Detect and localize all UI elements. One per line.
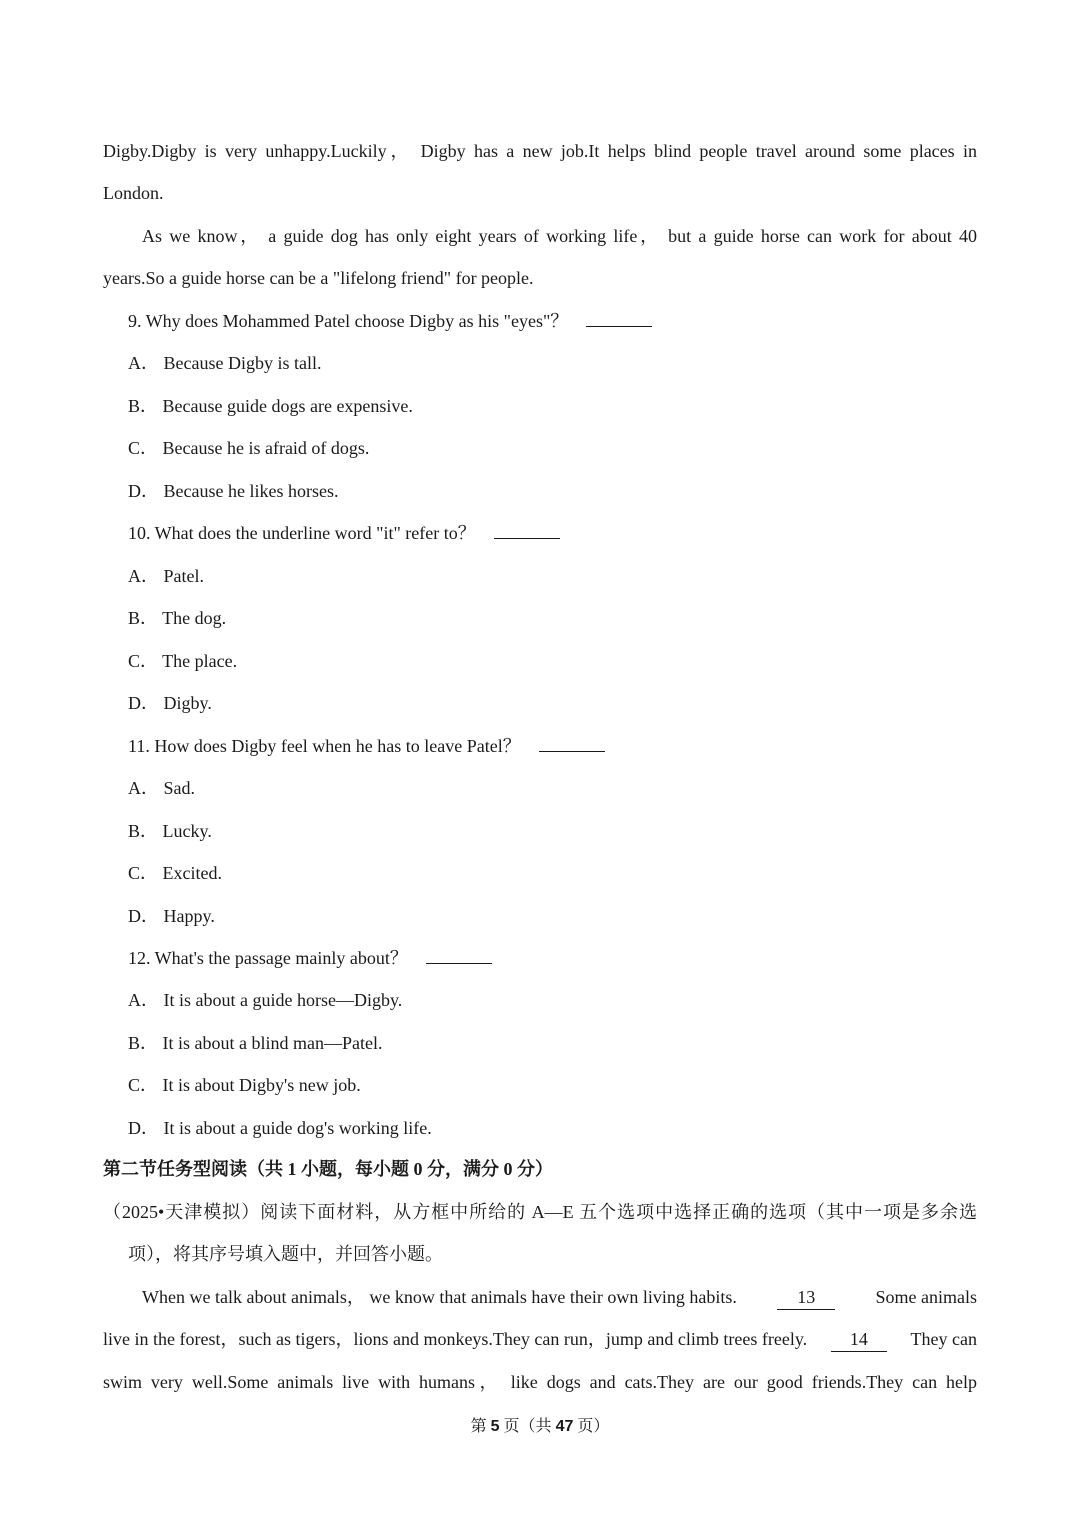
- question-stem: 9. Why does Mohammed Patel choose Digby as his "eyes"？: [128, 311, 569, 331]
- passage-line: London.: [103, 183, 164, 203]
- option-c: C． It is about Digby's new job.: [128, 1075, 361, 1095]
- option-a: A． It is about a guide horse—Digby.: [128, 990, 403, 1010]
- option-c: C． The place.: [128, 651, 238, 671]
- question-11: [128, 734, 605, 758]
- footer-text: 页）: [573, 1418, 610, 1435]
- question-count: 1: [287, 1159, 297, 1179]
- page-footer: [0, 1416, 1080, 1438]
- passage-line: [142, 1285, 977, 1310]
- answer-blank[interactable]: [539, 735, 605, 752]
- option-b: B． Because guide dogs are expensive.: [128, 396, 413, 416]
- passage-line: [103, 1327, 977, 1352]
- question-12: [128, 946, 492, 970]
- blank-13[interactable]: 13: [777, 1285, 835, 1310]
- answer-blank[interactable]: [426, 947, 492, 964]
- passage-line: swim very well.Some animals live with humans， like dogs and cats.They are our good friends.They can help: [103, 1372, 977, 1392]
- question-10: [128, 521, 560, 545]
- instruction-line: 项），将其序号填入题中，并回答小题。: [128, 1244, 443, 1264]
- option-d: D． It is about a guide dog's working life.: [128, 1118, 432, 1138]
- passage-line: Digby.Digby is very unhappy.Luckily， Digby has a new job.It helps blind people travel around some places in: [103, 141, 977, 161]
- option-b: B． Lucky.: [128, 821, 212, 841]
- option-a: A． Patel.: [128, 566, 204, 586]
- answer-blank[interactable]: [586, 310, 652, 327]
- option-d: D． Digby.: [128, 693, 212, 713]
- passage-text: Some animals: [875, 1287, 977, 1307]
- footer-text: 第: [470, 1418, 491, 1435]
- footer-text: 页（共: [499, 1418, 556, 1435]
- option-b: B． The dog.: [128, 608, 227, 628]
- option-b: B． It is about a blind man—Patel.: [128, 1033, 383, 1053]
- question-9: [128, 309, 652, 333]
- question-stem: 11. How does Digby feel when he has to leave Patel？: [128, 736, 521, 756]
- total-pages: 47: [555, 1418, 574, 1435]
- blank-14[interactable]: 14: [831, 1327, 887, 1352]
- section-title-text: 第二节任务型阅读（共: [103, 1159, 288, 1179]
- section-title-text: 分）: [512, 1159, 553, 1179]
- answer-blank[interactable]: [494, 522, 560, 539]
- option-a: A． Sad.: [128, 778, 195, 798]
- passage-line: As we know， a guide dog has only eight years of working life， but a guide horse can work for about 40: [142, 226, 977, 246]
- question-stem: 10. What does the underline word "it" refer to？: [128, 523, 476, 543]
- option-a: A． Because Digby is tall.: [128, 353, 322, 373]
- passage-line: years.So a guide horse can be a "lifelong friend" for people.: [103, 268, 534, 288]
- passage-text: When we talk about animals， we know that animals have their own living habits.: [142, 1287, 737, 1307]
- passage-text: They can: [910, 1329, 977, 1349]
- option-d: D． Happy.: [128, 906, 215, 926]
- option-c: C． Because he is afraid of dogs.: [128, 438, 370, 458]
- section-title-text: 分，满分: [422, 1159, 504, 1179]
- points-total: 0: [503, 1159, 513, 1179]
- option-d: D． Because he likes horses.: [128, 481, 339, 501]
- page-number: 5: [490, 1418, 500, 1435]
- option-c: C． Excited.: [128, 863, 222, 883]
- passage-text: live in the forest，such as tigers，lions and monkeys.They can run，jump and climb trees freely.: [103, 1329, 808, 1349]
- points-each: 0: [413, 1159, 423, 1179]
- question-stem: 12. What's the passage mainly about？: [128, 948, 408, 968]
- section-title-text: 小题，每小题: [296, 1159, 414, 1179]
- instruction-line: （2025•天津模拟）阅读下面材料，从方框中所给的 A—E 五个选项中选择正确的选项（其中一项是多余选: [103, 1202, 977, 1222]
- section-title: [103, 1157, 553, 1181]
